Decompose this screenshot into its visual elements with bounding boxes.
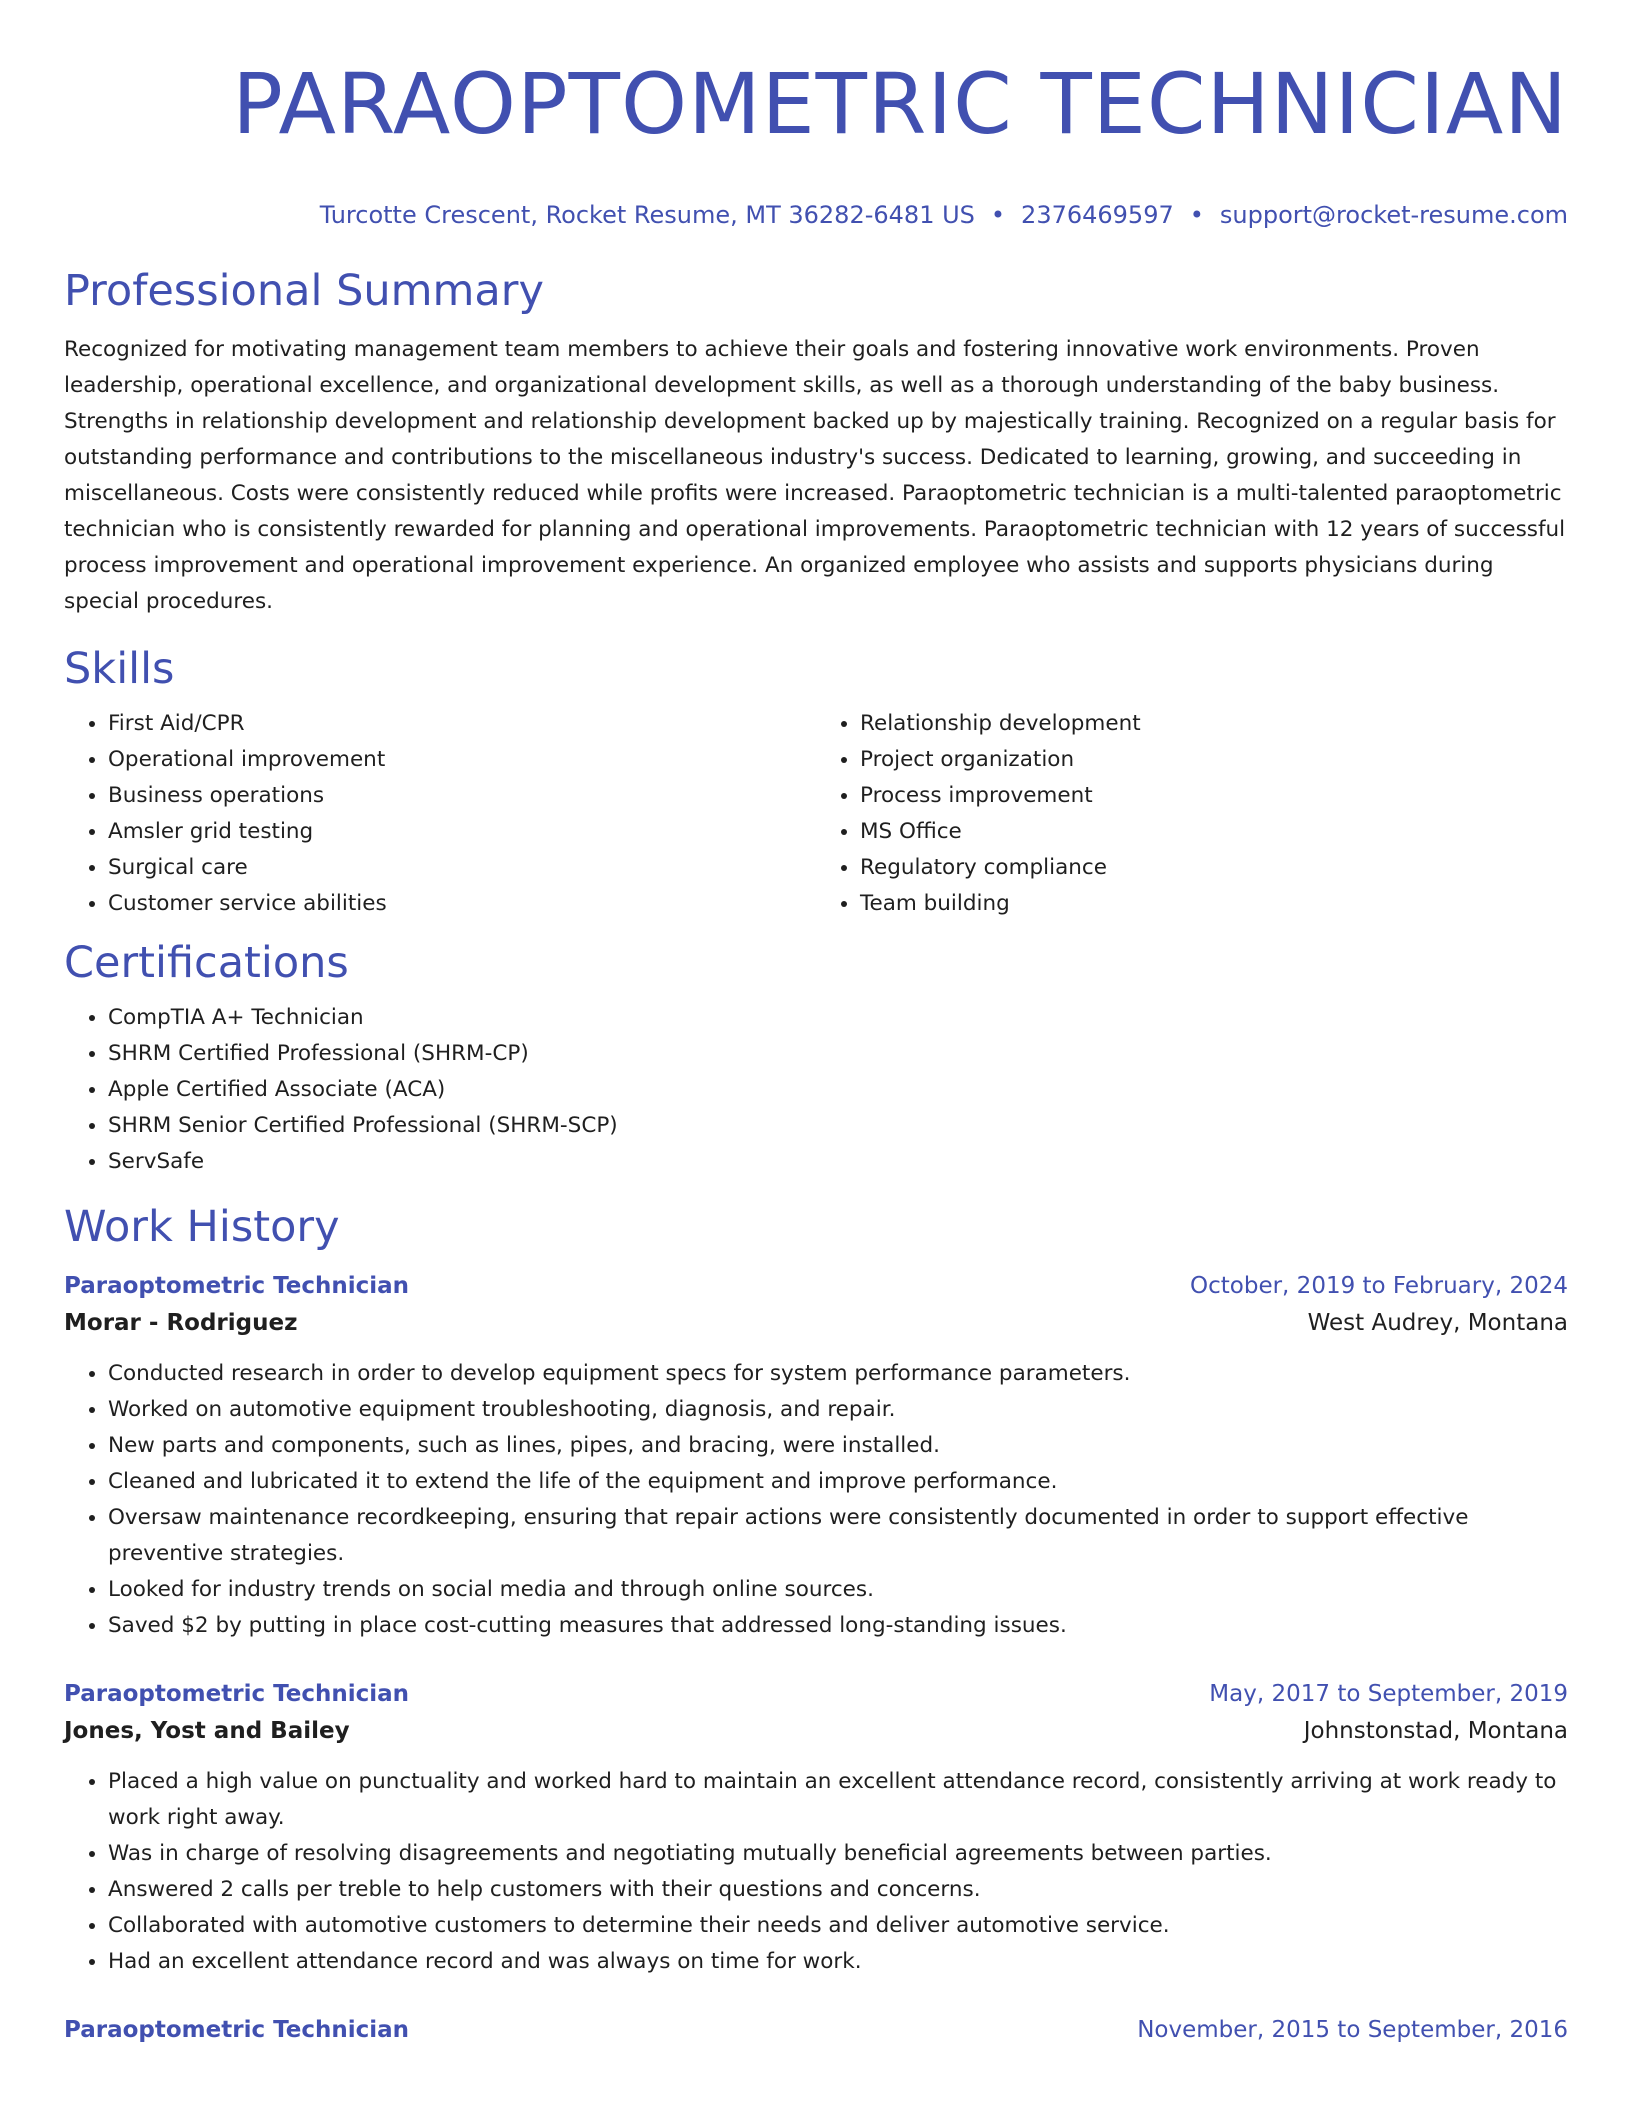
skills-list-left [64,706,816,922]
job-company-row [64,1712,1568,1750]
skill-item: • Project organization [860,742,1568,778]
job-bullet: • Placed a high value on punctuality and worked hard to maintain an excellent attendance record, consistently arriving at work ready to work right away. [108,1764,1568,1836]
summary-heading: Professional Summary [64,266,544,316]
skill-item: • First Aid/CPR [108,706,816,742]
skills-list-right [816,706,1568,922]
job-title: Paraoptometric Technician [64,2017,410,2043]
job-title: Paraoptometric Technician [64,1681,410,1707]
skills-section [64,642,1568,922]
job-bullet: • Oversaw maintenance recordkeeping, ensuring that repair actions were consistently documented in order to support effective preventive strategies. [108,1500,1568,1572]
job-entry [64,1676,1568,1980]
job-title-row [64,1676,1568,1712]
skill-item: • Surgical care [108,850,816,886]
job-title: Paraoptometric Technician [64,1273,410,1299]
job-bullet: • Saved $2 by putting in place cost-cutting measures that addressed long-standing issues. [108,1608,1568,1644]
job-dates: October, 2019 to February, 2024 [1190,1273,1568,1299]
contact-email[interactable]: support@rocket-resume.com [1219,201,1568,229]
skill-item: • Team building [860,886,1568,922]
job-bullet: • Cleaned and lubricated it to extend the life of the equipment and improve performance. [108,1464,1568,1500]
job-company: Morar - Rodriguez [64,1310,298,1336]
skill-item: • Business operations [108,778,816,814]
work-history-heading: Work History [64,1202,340,1252]
skills-grid [64,706,1568,922]
job-bullets [64,1764,1568,1980]
resume-header [64,0,1568,230]
job-location: Johnstonstad, Montana [1303,1718,1568,1744]
contact-separator: • [990,201,1006,229]
job-bullet: • Answered 2 calls per treble to help customers with their questions and concerns. [108,1872,1568,1908]
skill-item: • Customer service abilities [108,886,816,922]
summary-section [64,264,1568,620]
job-entry [64,2012,1568,2048]
skill-item: • Regulatory compliance [860,850,1568,886]
job-bullets [64,1356,1568,1644]
job-bullet: • New parts and components, such as lines, pipes, and bracing, were installed. [108,1428,1568,1464]
work-history-section [64,1200,1568,2048]
certifications-section [64,936,1568,1180]
job-bullet: • Was in charge of resolving disagreements and negotiating mutually beneficial agreements between parties. [108,1836,1568,1872]
job-bullet: • Looked for industry trends on social media and through online sources. [108,1572,1568,1608]
job-title-row [64,1268,1568,1304]
certification-item: • SHRM Certified Professional (SHRM-CP) [108,1036,1568,1072]
job-company: Jones, Yost and Bailey [64,1718,350,1744]
contact-line [64,200,1568,230]
job-dates: November, 2015 to September, 2016 [1137,2017,1568,2043]
contact-separator: • [1189,201,1204,229]
resume-name: PARAOPTOMETRIC TECHNICIAN [232,55,1568,153]
skill-item: • Process improvement [860,778,1568,814]
skills-heading: Skills [64,644,175,694]
certification-item: • Apple Certified Associate (ACA) [108,1072,1568,1108]
certification-item: • CompTIA A+ Technician [108,1000,1568,1036]
job-title-row [64,2012,1568,2048]
job-location: West Audrey, Montana [1307,1310,1568,1336]
job-bullet: • Collaborated with automotive customers to determine their needs and deliver automotive service. [108,1908,1568,1944]
job-bullet: • Had an excellent attendance record and was always on time for work. [108,1944,1568,1980]
job-entry [64,1268,1568,1644]
certification-item: • ServSafe [108,1144,1568,1180]
job-company-row [64,1304,1568,1342]
job-bullet: • Worked on automotive equipment troubleshooting, diagnosis, and repair. [108,1392,1568,1428]
job-bullet: • Conducted research in order to develop equipment specs for system performance parameters. [108,1356,1568,1392]
contact-address: Turcotte Crescent, Rocket Resume, MT 36282-6481 US [319,201,975,229]
skill-item: • Relationship development [860,706,1568,742]
job-dates: May, 2017 to September, 2019 [1209,1681,1568,1707]
certifications-list [64,1000,1568,1180]
skill-item: • Amsler grid testing [108,814,816,850]
skill-item: • MS Office [860,814,1568,850]
summary-text: Recognized for motivating management team members to achieve their goals and fostering innovative work environments. Proven leadership, operational excellence, and organizational development skills, as well as a thorough understanding of the baby business. Strengths in relationship development and relationship development backed up by majestically training. Recognized on a regular basis for outstanding performance and contributions to the miscellaneous industry's success. Dedicated to learning, growing, and succeeding in miscellaneous. Costs were consistently reduced while profits were increased. Paraoptometric technician is a multi-talented paraoptometric technician who is consistently rewarded for planning and operational improvements. Paraoptometric technician with 12 years of successful process improvement and operational improvement experience. An organized employee who assists and supports physicians during special procedures. [64,337,1566,614]
contact-phone: 2376469597 [1021,201,1174,229]
skill-item: • Operational improvement [108,742,816,778]
certifications-heading: Certifications [64,938,349,988]
certification-item: • SHRM Senior Certified Professional (SHRM-SCP) [108,1108,1568,1144]
